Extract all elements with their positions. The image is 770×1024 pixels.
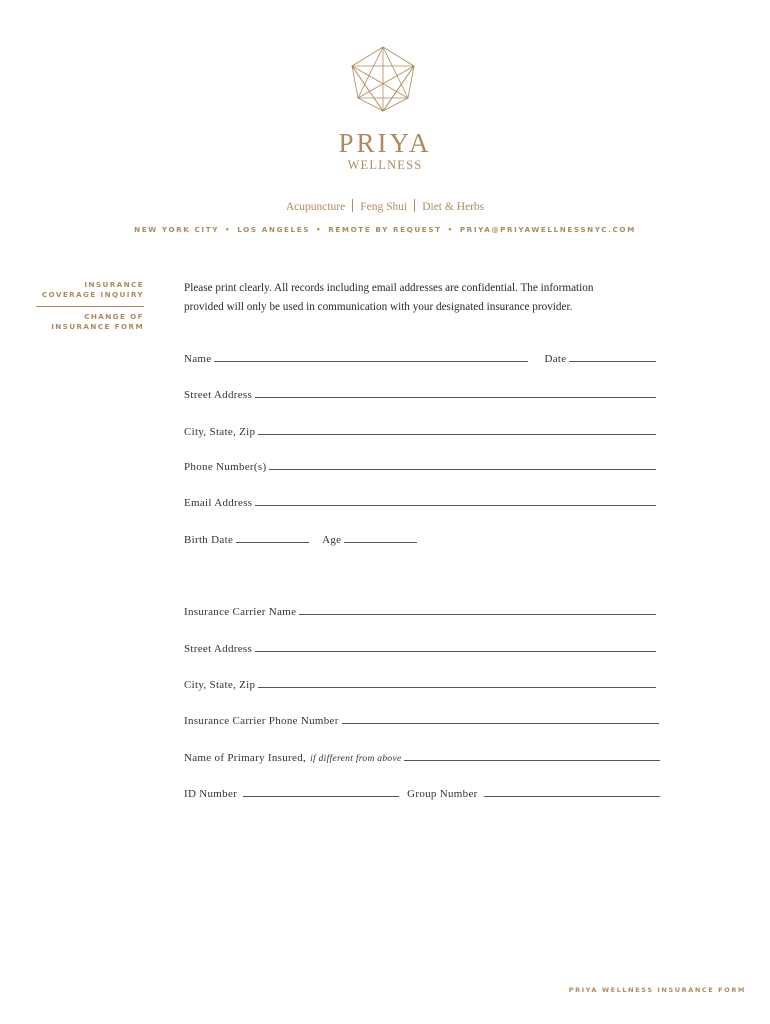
id-number-field[interactable]	[243, 796, 399, 797]
carrier-street-label: Street Address	[184, 643, 253, 655]
age-field[interactable]	[344, 542, 417, 543]
city-state-zip-field[interactable]	[258, 434, 656, 435]
group-number-field[interactable]	[484, 796, 660, 797]
street-address-row	[184, 385, 656, 401]
divider	[414, 199, 415, 212]
street-address-field[interactable]	[255, 397, 656, 398]
service-diet-herbs: Diet & Herbs	[422, 201, 485, 213]
carrier-street-field[interactable]	[255, 651, 656, 652]
carrier-name-field[interactable]	[299, 614, 656, 615]
footer-label: PRIYA WELLNESS INSURANCE FORM	[568, 986, 746, 994]
carrier-phone-label: Insurance Carrier Phone Number	[184, 715, 339, 727]
carrier-city-row	[184, 675, 656, 691]
primary-insured-row	[184, 748, 660, 764]
intro-text: Please print clearly. All records including email addresses are confidential. The information provided will only be used in communication with your designated insurance provider.	[184, 282, 594, 313]
service-feng-shui: Feng Shui	[360, 201, 408, 213]
location-nyc: NEW YORK CITY	[134, 225, 220, 234]
city-state-zip-label: City, State, Zip	[184, 426, 256, 438]
primary-insured-label: Name of Primary Insured,	[184, 752, 307, 764]
sidebar-form-titles	[36, 280, 144, 332]
name-field[interactable]	[214, 361, 528, 362]
contact-email[interactable]: PRIYA@PRIYAWELLNESSNYC.COM	[459, 225, 636, 234]
locations-bar: NEW YORK CITY • LOS ANGELES • REMOTE BY REQUEST • PRIYA@PRIYAWELLNESSNYC.COM	[134, 225, 636, 234]
birth-date-field[interactable]	[236, 542, 309, 543]
id-number-label: ID Number	[184, 788, 238, 800]
carrier-phone-row	[184, 711, 659, 727]
service-acupuncture: Acupuncture	[285, 201, 346, 213]
carrier-city-label: City, State, Zip	[184, 679, 256, 691]
location-remote: REMOTE BY REQUEST	[328, 225, 442, 234]
divider	[352, 199, 353, 212]
phone-field[interactable]	[269, 469, 656, 470]
services-list	[0, 199, 770, 213]
phone-label: Phone Number(s)	[184, 461, 267, 473]
location-la: LOS ANGELES	[237, 225, 310, 234]
sidebar-title-1: INSURANCE COVERAGE INQUIRY	[41, 280, 144, 299]
brand-name: PRIYA	[338, 128, 432, 158]
birth-date-label: Birth Date	[184, 534, 234, 546]
name-label: Name	[184, 353, 212, 365]
carrier-name-label: Insurance Carrier Name	[184, 606, 297, 618]
age-label: Age	[322, 534, 342, 546]
primary-insured-note: if different from above	[310, 754, 402, 764]
carrier-phone-field[interactable]	[342, 723, 659, 724]
date-field[interactable]	[569, 361, 656, 362]
sidebar-divider	[36, 306, 144, 307]
brand-subtitle: WELLNESS	[347, 158, 423, 172]
sidebar-title-2: CHANGE OF INSURANCE FORM	[51, 312, 144, 331]
carrier-street-row	[184, 639, 656, 655]
date-label: Date	[544, 353, 567, 365]
carrier-city-field[interactable]	[258, 687, 656, 688]
id-group-row	[184, 784, 660, 800]
carrier-name-row	[184, 602, 656, 618]
name-date-row	[184, 349, 656, 365]
email-field[interactable]	[255, 505, 656, 506]
geometric-crystal-icon	[350, 46, 416, 112]
group-number-label: Group Number	[407, 788, 478, 800]
email-row	[184, 493, 656, 509]
birth-date-age-row	[184, 530, 656, 546]
email-label: Email Address	[184, 497, 253, 509]
primary-insured-field[interactable]	[404, 760, 660, 761]
city-state-zip-row	[184, 422, 656, 438]
phone-row	[184, 457, 656, 473]
street-address-label: Street Address	[184, 389, 253, 401]
